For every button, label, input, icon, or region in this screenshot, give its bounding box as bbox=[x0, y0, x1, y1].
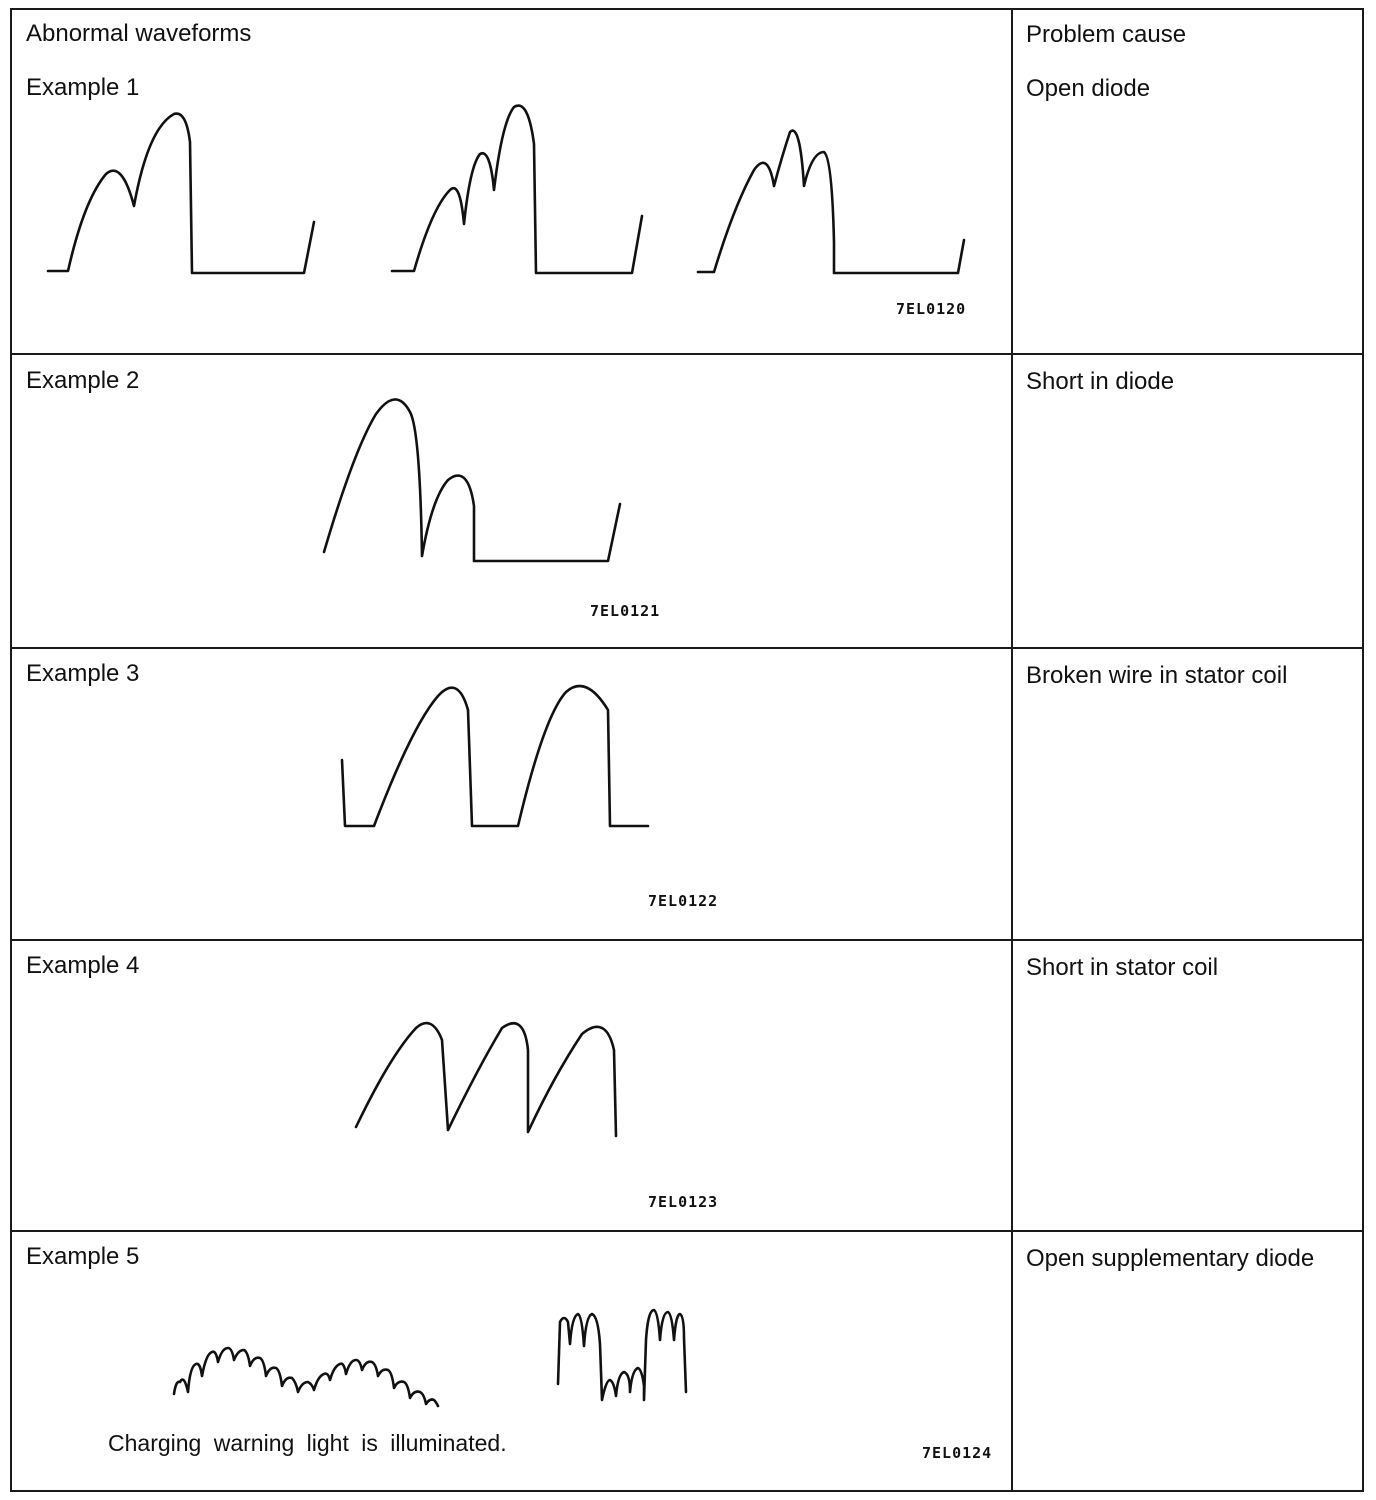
example-3-waveform bbox=[342, 686, 648, 826]
example-4-label: Example 4 bbox=[26, 952, 140, 979]
example-5-figure-code: 7EL0124 bbox=[922, 1444, 993, 1462]
example-3-cause: Broken wire in stator coil bbox=[1026, 662, 1288, 689]
example-3-label: Example 3 bbox=[26, 660, 140, 687]
example-1-waveform-a bbox=[48, 114, 314, 273]
example-1-label: Example 1 bbox=[26, 74, 140, 101]
example-3-figure-code: 7EL0122 bbox=[648, 892, 719, 910]
example-5-label: Example 5 bbox=[26, 1243, 140, 1270]
example-4-cause: Short in stator coil bbox=[1026, 954, 1219, 981]
example-5-waveform-left bbox=[174, 1348, 438, 1406]
example-5-cause: Open supplementary diode bbox=[1026, 1245, 1315, 1272]
example-2-figure-code: 7EL0121 bbox=[590, 602, 661, 620]
example-1-figure-code: 7EL0120 bbox=[896, 300, 967, 318]
example-1-waveform-b bbox=[392, 106, 642, 273]
example-1-cause: Open diode bbox=[1026, 75, 1151, 102]
example-4-figure-code: 7EL0123 bbox=[648, 1193, 719, 1211]
example-2-label: Example 2 bbox=[26, 367, 140, 394]
example-5-waveform-right bbox=[558, 1310, 686, 1400]
example-1-waveform-c bbox=[698, 131, 964, 273]
header-problem-cause: Problem cause bbox=[1026, 21, 1187, 48]
example-5-caption: Charging warning light is illuminated. bbox=[108, 1430, 507, 1456]
example-4-waveform bbox=[356, 1023, 616, 1136]
waveform-table bbox=[10, 8, 1364, 1492]
example-2-waveform bbox=[324, 399, 620, 561]
example-2-cause: Short in diode bbox=[1026, 368, 1175, 395]
header-abnormal-waveforms: Abnormal waveforms bbox=[26, 20, 252, 47]
waveform-drawings bbox=[12, 10, 1012, 1494]
